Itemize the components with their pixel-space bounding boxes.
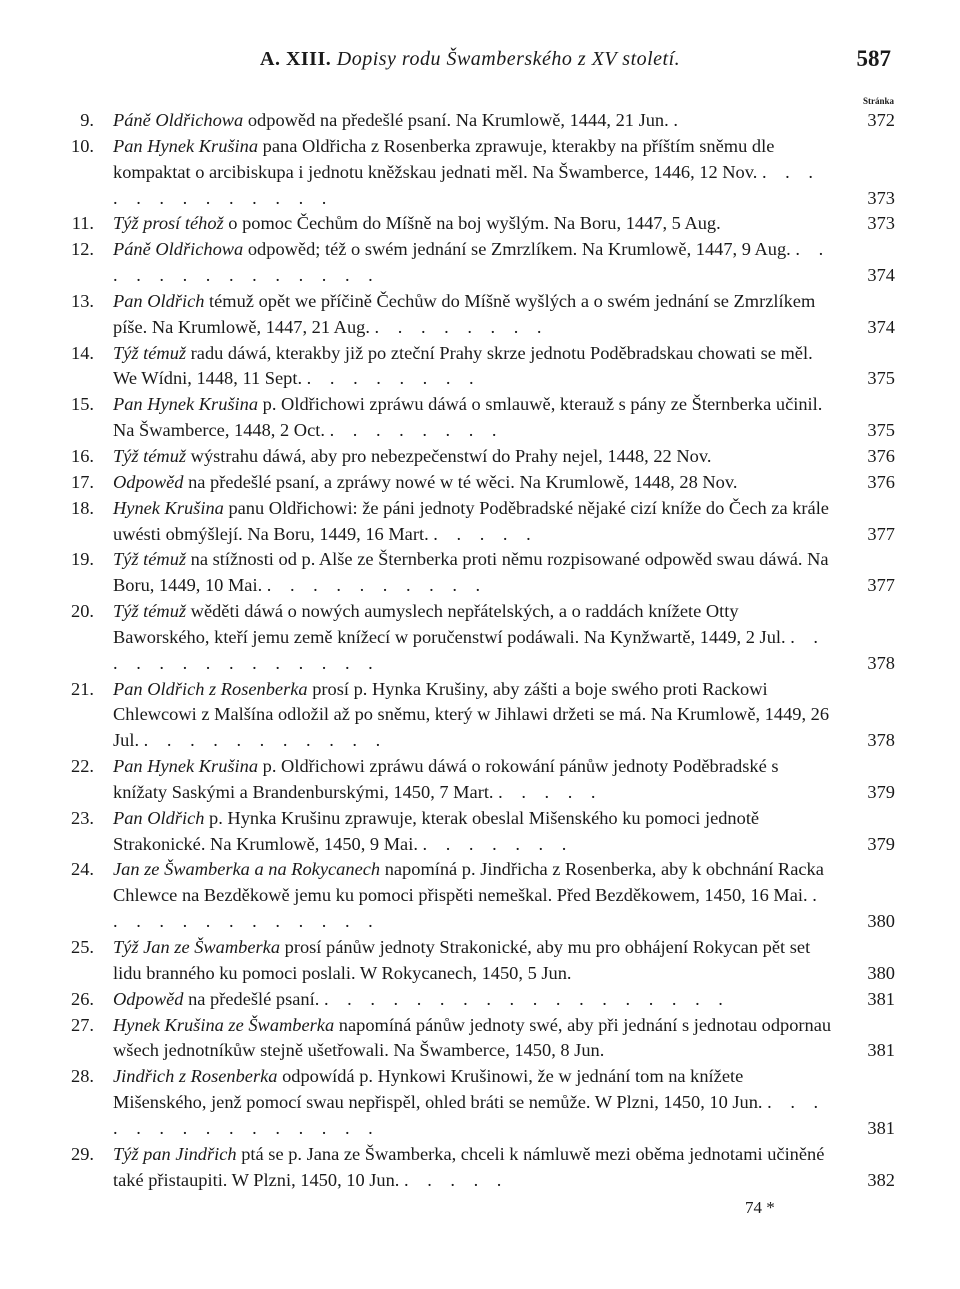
entry-number: 16. [71, 445, 94, 466]
entry-description: ptá se p. Jana ze Šwamberka, chceli k námluwě mezi oběma jednotami učiněné také přistaupiti. W Plzni, 1450, 10 Jun. [113, 1143, 825, 1190]
entry-text [113, 806, 837, 858]
leader-dots: . . . . . . . . . . . . . [113, 161, 820, 208]
entry-text [113, 677, 837, 755]
entry-description: témuž opět we příčině Čechůw do Míšně wyšlých a o swém jednání se Zmrzlíkem píše. Na Krumlowě, 1447, 21 Aug. [113, 290, 816, 337]
header-section: A. XIII. [260, 48, 332, 70]
list-item [60, 1013, 895, 1065]
leader-dots: . . . . . . . . . . . . . . [113, 626, 826, 673]
entry-author: Týž témuž [113, 445, 187, 466]
entry-author: Páně Oldřichowa [113, 110, 244, 130]
list-item [60, 444, 895, 470]
entry-number: 18. [71, 497, 94, 518]
entry-page: 380 [867, 962, 895, 983]
entry-text [113, 392, 837, 444]
list-item [60, 599, 895, 677]
entry-text [113, 134, 837, 212]
entry-author: Páně Oldřichowa [113, 239, 244, 260]
list-item [60, 470, 895, 496]
entry-number: 25. [71, 937, 94, 957]
list-item [60, 1064, 895, 1142]
entry-number: 12. [71, 239, 94, 260]
leader-dots: . . . . . . . . [374, 316, 549, 337]
leader-dots: . . . . . [404, 1169, 509, 1190]
entry-text [113, 1064, 837, 1142]
leader-dots: . . . . . . . . [329, 420, 504, 441]
entry-page: 375 [867, 420, 895, 441]
entry-number: 21. [71, 678, 94, 699]
entry-number: 24. [71, 859, 94, 880]
entry-page: 377 [867, 523, 895, 544]
header-title-text: Dopisy rodu Šwamberského z XV století. [336, 48, 681, 70]
entry-page: 375 [867, 368, 895, 389]
header-title [260, 48, 680, 71]
entry-page: 378 [867, 652, 895, 673]
list-item [60, 806, 895, 858]
list-item [60, 987, 895, 1013]
list-item [60, 935, 895, 987]
entry-page: 381 [867, 988, 895, 1009]
entry-description: odpowídá p. Hynkowi Krušinowi, že w jednání tom na knížete Mišenského, jenž pomocí swau nepřispěl, ohled bráti se nemůže. W Plzni, 1450, 10 Jun. [113, 1066, 763, 1113]
entry-text [113, 1013, 837, 1065]
entry-description: p. Oldřichowi zpráwu dáwá o rokowání pánůw jednoty Poděbradské s knížaty Saskými a Brandenburskými, 1450, 7 Mart. [113, 756, 779, 802]
entry-author: Pan Oldřich [113, 807, 205, 828]
entry-number: 14. [71, 342, 94, 363]
entry-author: Pan Hynek Krušina [113, 394, 259, 415]
entry-description: pana Oldřicha z Rosenberka zprawuje, kterakby na příštím sněmu dle kompaktat o arcibiskupa i jednotu kněžskau jednati měl. Na Šwamberce, 1446, 12 Nov. [113, 135, 775, 182]
entry-page: 380 [867, 911, 895, 932]
entry-number: 26. [71, 988, 94, 1009]
entry-text [113, 237, 837, 289]
list-item [60, 496, 895, 548]
entry-text [113, 341, 837, 393]
entry-description: na stížnosti od p. Alše ze Šternberka proti němu rozpisowané odpowěd swau dáwá. Na Boru, 1449, 10 Mai. [113, 549, 829, 596]
entry-text [113, 935, 837, 987]
entry-page: 373 [867, 187, 895, 208]
entry-description: o pomoc Čechům do Míšně na boj wyšlým. Na Boru, 1447, 5 Aug. [223, 213, 721, 234]
entry-author: Pan Oldřich [113, 290, 205, 311]
contents-list [60, 108, 895, 1193]
page-number: 587 [856, 46, 891, 71]
entry-number: 13. [71, 290, 94, 311]
entry-page: 374 [867, 316, 895, 337]
entry-author: Jan ze Šwamberka a na Rokycanech [113, 859, 381, 880]
entry-description: na předešlé psaní. [183, 988, 320, 1009]
entry-number: 9. [80, 110, 94, 130]
leader-dots: . . . . . . . . . . . . . . [113, 239, 831, 286]
signature-mark: 74 * [745, 1198, 775, 1217]
leader-dots: . . . . . . . . . . . . . . . [113, 1092, 826, 1138]
entry-number: 27. [71, 1014, 94, 1035]
leader-dots: . [673, 110, 685, 130]
leader-dots: . . . . . [433, 523, 538, 544]
running-header [100, 48, 895, 78]
entry-page: 376 [867, 445, 895, 466]
list-item [60, 237, 895, 289]
leader-dots: . . . . . . . . . . . . . . . . . . [323, 988, 730, 1009]
entry-page: 372 [867, 110, 895, 130]
entry-author: Odpowěd [113, 471, 184, 492]
list-item [60, 857, 895, 935]
leader-dots: . . . . . . . . . . . . . [113, 885, 824, 932]
entry-description: wěděti dáwá o nowých aumyslech nepřátelských, a o raddách knížete Otty Baworského, kteří jemu země knížecí w poručenstwí podáwali. Na Kynžwartě, 1449, 2 Jul. [113, 601, 786, 647]
entry-text [113, 211, 837, 237]
entry-author: Týž pan Jindřich [113, 1143, 237, 1164]
entry-number: 19. [71, 549, 94, 570]
entry-description: napomíná pánůw jednoty swé, aby při jednání s jednotau odpornau wšech jednotníkůw stejně ušetřowali. Na Šwamberce, 1450, 8 Jun. [113, 1014, 832, 1061]
entry-description: p. Hynka Krušinu zprawuje, kterak obeslal Mišenského ku pomoci jednotě Strakonické. Na Krumlowě, 1450, 9 Mai. [113, 807, 760, 854]
entry-author: Týž témuž [113, 549, 187, 570]
entry-author: Týž témuž [113, 601, 187, 622]
entry-author: Týž témuž [113, 342, 187, 363]
entry-author: Hynek Krušina ze Šwamberka [113, 1014, 335, 1035]
list-item [60, 754, 895, 806]
entry-page: 374 [867, 265, 895, 286]
list-item [60, 134, 895, 212]
entry-author: Hynek Krušina [113, 497, 224, 518]
leader-dots: . . . . . [498, 781, 603, 802]
entry-author: Týž Jan ze Šwamberka [113, 937, 281, 957]
entry-page: 377 [867, 575, 895, 596]
entry-author: Pan Hynek Krušina [113, 135, 259, 156]
list-item [60, 341, 895, 393]
entry-number: 20. [71, 601, 94, 622]
entry-number: 10. [71, 135, 94, 156]
entry-page: 373 [867, 213, 895, 234]
leader-dots: . . . . . . . [422, 833, 574, 854]
entry-description: odpowěd; též o swém jednání se Zmrzlíkem. Na Krumlowě, 1447, 9 Aug. [243, 239, 791, 260]
entry-page: 382 [867, 1169, 895, 1190]
entry-page: 381 [867, 1040, 895, 1061]
list-item [60, 547, 895, 599]
entry-description: p. Oldřichowi zpráwu dáwá o smlauwě, kterauž s pány ze Šternberka učinil. Na Šwamberce, 1448, 2 Oct. [113, 394, 823, 441]
entry-text [113, 857, 837, 935]
entry-description: prosí p. Hynka Krušiny, aby zášti a boje swého proti Rackowi Chlewcowi z Malšína odložil až po sněmu, který w Jihlawi držeti se má. Na Krumlowě, 1449, 26 Jul. [113, 678, 830, 751]
entry-text [113, 470, 837, 496]
entry-author: Jindřich z Rosenberka [113, 1066, 278, 1087]
list-item [60, 392, 895, 444]
entry-description: panu Oldřichowi: že páni jednoty Poděbradské nějaké cizí kníže do Čech za krále uwésti obmýšlejí. Na Boru, 1449, 16 Mart. [113, 497, 829, 544]
entry-text [113, 599, 837, 677]
entry-author: Odpowěd [113, 988, 184, 1009]
entry-description: prosí pánůw jednoty Strakonické, aby mu pro obhájení Rokycan pět set lidu branného ku pomoci poslali. W Rokycanech, 1450, 5 Jun. [113, 937, 811, 983]
entry-number: 22. [71, 756, 94, 777]
entry-text [113, 754, 837, 806]
entry-text [113, 444, 837, 470]
entry-text [113, 547, 837, 599]
entry-page: 378 [867, 730, 895, 751]
entry-author: Pan Hynek Krušina [113, 756, 259, 777]
entry-description: wýstrahu dáwá, aby pro nebezpečenstwí do Prahy nejel, 1448, 22 Nov. [186, 445, 712, 466]
entry-number: 11. [71, 213, 94, 234]
entry-page: 379 [867, 781, 895, 802]
entry-number: 15. [71, 394, 94, 415]
entry-page: 376 [867, 471, 895, 492]
entry-author: Týž prosí téhož [113, 213, 224, 234]
page-column-label: Stránka [862, 96, 894, 106]
leader-dots: . . . . . . . . [306, 368, 481, 389]
list-item [60, 1142, 895, 1194]
leader-dots: . . . . . . . . . . . [143, 730, 388, 751]
entry-text [113, 289, 837, 341]
entry-page: 381 [867, 1117, 895, 1138]
list-item [60, 289, 895, 341]
entry-description: odpowěd na předešlé psaní. Na Krumlowě, 1444, 21 Jun. [243, 110, 669, 130]
entry-number: 17. [71, 471, 94, 492]
list-item [60, 211, 895, 237]
list-item [60, 108, 895, 134]
entry-author: Pan Oldřich z Rosenberka [113, 678, 308, 699]
list-item [60, 677, 895, 755]
entry-number: 28. [71, 1066, 94, 1087]
leader-dots: . . . . . . . . . . [266, 575, 488, 596]
entry-description: na předešlé psaní, a zpráwy nowé w té wěci. Na Krumlowě, 1448, 28 Nov. [183, 471, 738, 492]
entry-text [113, 496, 837, 548]
entry-number: 29. [71, 1143, 94, 1164]
entry-text [113, 987, 837, 1013]
entry-description: napomíná p. Jindřicha z Rosenberka, aby k obchnání Racka Chlewce na Bezděkowě jemu ku pomoci přispěti nemeškal. Před Bezděkowem, 1450, 16 Mai. [113, 859, 824, 906]
entry-text [113, 108, 837, 134]
entry-description: radu dáwá, kterakby již po zteční Prahy skrze jednotu Poděbradskau chowati se měl. We Wídni, 1448, 11 Sept. [113, 342, 813, 389]
entry-text [113, 1142, 837, 1194]
entry-page: 379 [867, 833, 895, 854]
entry-number: 23. [71, 807, 94, 828]
